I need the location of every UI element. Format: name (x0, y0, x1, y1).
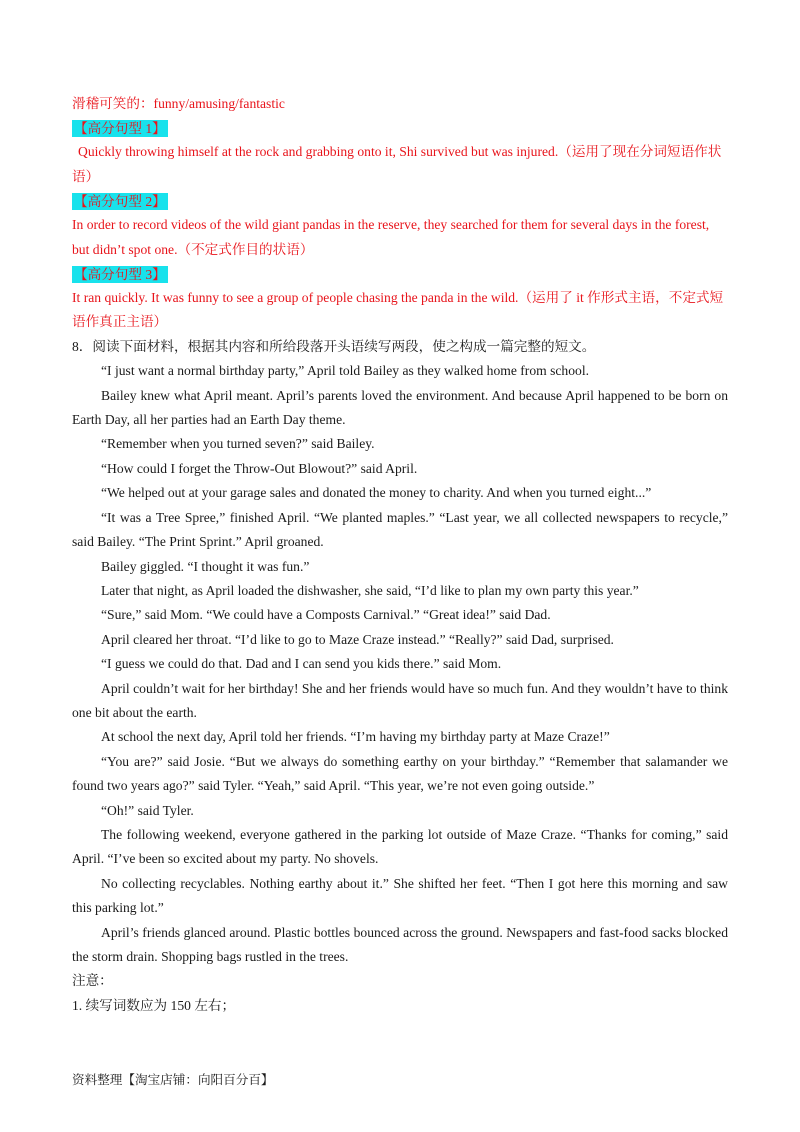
highlight-tag: 【高分句型 3】 (74, 266, 166, 282)
highlight-sentence: It ran quickly. It was funny to see a group of people chasing the panda in the wild.（运用了 it 作形式主语，不定式短语作真正主语） (72, 290, 724, 330)
story-paragraph: “How could I forget the Throw-Out Blowout?” said April. (101, 460, 418, 476)
story-paragraph: At school the next day, April told her friends. “I’m having my birthday party at Maze Craze!” (101, 729, 610, 745)
highlight-sentence: Quickly throwing himself at the rock and grabbing onto it, Shi survived but was injured.（运用了现在分词短语作状语） (72, 144, 722, 184)
story-paragraph: April couldn’t wait for her birthday! She and her friends would have so much fun. And they wouldn’t have to think one bit about the earth. (72, 680, 728, 720)
highlight-block-2 (72, 189, 728, 262)
story-paragraph: “Remember when you turned seven?” said Bailey. (101, 436, 375, 452)
notes-label: 注意： (72, 973, 113, 989)
story-paragraph: “You are?” said Josie. “But we always do something earthy on your birthday.” “Remember that salamander we found two years ago?” said Tyler. “Yeah,” said April. “This year, we’re not even going outside.” (72, 753, 728, 794)
story-passage (72, 359, 728, 969)
story-paragraph: The following weekend, everyone gathered in the parking lot outside of Maze Craze. “Thanks for coming,” said April. “I’ve been so excited about my party. No shovels. (72, 826, 728, 867)
story-paragraph: “We helped out at your garage sales and donated the money to charity. And when you turned eight...” (101, 485, 652, 501)
story-paragraph: “I just want a normal birthday party,” April told Bailey as they walked home from school. (101, 363, 589, 379)
story-paragraph: Later that night, as April loaded the dishwasher, she said, “I’d like to plan my own party this year.” (101, 582, 639, 598)
document-page (72, 92, 728, 1018)
story-paragraph: April’s friends glanced around. Plastic bottles bounced across the ground. Newspapers and fast-food sacks blocked the storm drain. Shopping bags rustled in the trees. (72, 924, 728, 964)
vocab-line: 滑稽可笑的：funny/amusing/fantastic (72, 96, 285, 111)
highlight-block-3 (72, 262, 728, 335)
highlight-tag: 【高分句型 1】 (74, 120, 166, 136)
story-paragraph: “It was a Tree Spree,” finished April. “We planted maples.” “Last year, we all collected newspapers to recycle,” said Bailey. “The Print Sprint.” April groaned. (72, 509, 728, 550)
story-paragraph: Bailey knew what April meant. April’s parents loved the environment. And because April happened to be born on Earth Day, all her parties had an Earth Day theme. (72, 387, 728, 428)
highlight-tag: 【高分句型 2】 (74, 193, 166, 209)
story-paragraph: April cleared her throat. “I’d like to go to Maze Craze instead.” “Really?” said Dad, surprised. (101, 631, 614, 647)
story-paragraph: No collecting recyclables. Nothing earthy about it.” She shifted her feet. “Then I got here this morning and saw this parking lot.” (72, 875, 728, 916)
page-footer: 资料整理【淘宝店铺：向阳百分百】 (72, 1073, 274, 1087)
highlight-block-1 (72, 116, 728, 189)
story-paragraph: “Oh!” said Tyler. (101, 802, 194, 818)
question-prompt: 8．阅读下面材料，根据其内容和所给段落开头语续写两段，使之构成一篇完整的短文。 (72, 338, 596, 354)
highlight-sentence: In order to record videos of the wild giant pandas in the reserve, they searched for them for several days in the forest, but didn’t spot one.（不定式作目的状语） (72, 217, 710, 257)
story-paragraph: “I guess we could do that. Dad and I can send you kids there.” said Mom. (101, 656, 502, 672)
story-paragraph: “Sure,” said Mom. “We could have a Composts Carnival.” “Great idea!” said Dad. (101, 607, 551, 623)
note-item: 1. 续写词数应为 150 左右； (72, 997, 236, 1013)
story-paragraph: Bailey giggled. “I thought it was fun.” (101, 558, 310, 574)
